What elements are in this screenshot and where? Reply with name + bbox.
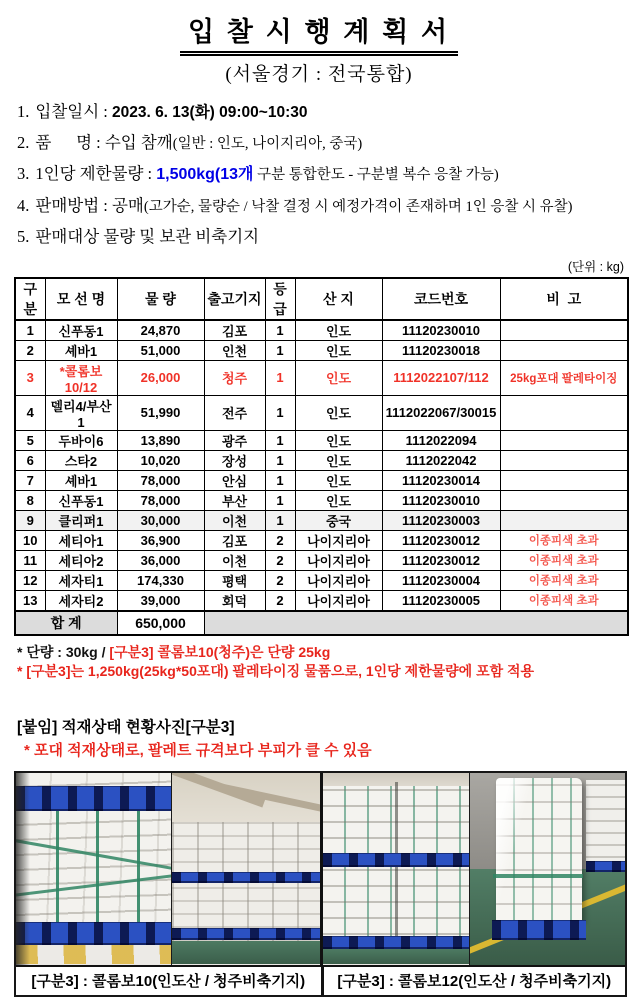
item-bid-datetime: [17, 102, 627, 122]
cell-no: 5: [15, 430, 45, 450]
cell-depot: 안심: [204, 470, 265, 490]
cell-vessel: 세티아2: [45, 550, 117, 570]
cell-depot: 부산: [204, 490, 265, 510]
warehouse-floor: [172, 941, 321, 964]
cell-no: 7: [15, 470, 45, 490]
table-row: [15, 590, 628, 611]
bid-datetime-value: 2023. 6. 13(화) 09:00~10:30: [111, 104, 308, 121]
cell-remark: 이종피색 초과: [500, 530, 628, 550]
cell-no: 8: [15, 490, 45, 510]
cell-qty: 39,000: [117, 590, 204, 611]
pallet-top: [16, 786, 171, 811]
pallet-row-lower: [323, 936, 469, 949]
cell-depot: 김포: [204, 530, 265, 550]
header-vessel: 모 선 명: [45, 278, 117, 320]
cell-remark: [500, 340, 628, 360]
cell-vessel: 셰바1: [45, 470, 117, 490]
bag-row-top: [16, 773, 171, 786]
cell-origin: 나이지리아: [295, 590, 382, 611]
item-label: 판매대상 물량 및 보관 비축기지: [35, 227, 260, 246]
cell-qty: 36,900: [117, 530, 204, 550]
header-depot: 출고기지: [204, 278, 265, 320]
item-sale-target: [17, 227, 627, 246]
cell-qty: 26,000: [117, 360, 204, 395]
photo-block: [14, 771, 627, 997]
footnotes: [17, 643, 627, 681]
cell-vessel: 두바이6: [45, 430, 117, 450]
strap: [56, 811, 59, 922]
cell-grade: 1: [265, 470, 295, 490]
warehouse-floor: [16, 945, 171, 964]
cell-code: 11120230010: [382, 320, 500, 341]
item-sale-method: [17, 196, 627, 217]
cell-origin: 인도: [295, 430, 382, 450]
cell-depot: 회덕: [204, 590, 265, 611]
background-bag-stack: [586, 780, 625, 868]
cell-depot: 이천: [204, 510, 265, 530]
footnote-unit-weight: [17, 643, 627, 662]
pallet-row-lower: [172, 928, 321, 940]
cell-vessel: 클리퍼1: [45, 510, 117, 530]
item-label: 판매방법 :: [35, 195, 112, 215]
cell-grade: 2: [265, 590, 295, 611]
cell-vessel: 세티아1: [45, 530, 117, 550]
photo-caption-row: [16, 965, 625, 995]
total-value: 650,000: [117, 611, 204, 635]
strap-diagonal: [16, 872, 171, 899]
item-label: 입찰일시 :: [35, 102, 112, 121]
cell-origin: 인도: [295, 490, 382, 510]
cell-vessel: 델리4/부산1: [45, 395, 117, 430]
cell-depot: 이천: [204, 550, 265, 570]
cell-remark: [500, 450, 628, 470]
product-name-detail: (일반 : 인도, 나이지리아, 중국): [172, 135, 363, 152]
table-row: [15, 530, 628, 550]
cell-vessel: 세자티2: [45, 590, 117, 611]
cell-qty: 13,890: [117, 430, 204, 450]
cargo-table: [14, 277, 629, 636]
pallet-bottom: [492, 920, 586, 939]
cell-grade: 1: [265, 510, 295, 530]
pallet-row-upper: [172, 872, 321, 883]
cell-grade: 1: [265, 395, 295, 430]
table-row: [15, 570, 628, 590]
photo-caption-colombo12: [구분3] : 콜롬보12(인도산 / 청주비축기지): [321, 967, 626, 995]
cell-grade: 1: [265, 450, 295, 470]
cell-origin: 나이지리아: [295, 570, 382, 590]
strap: [96, 811, 99, 922]
cell-qty: 36,000: [117, 550, 204, 570]
ceiling-beam: [217, 783, 321, 815]
cell-vessel: *콜롬보10/12: [45, 360, 117, 395]
footnote-red-part: [구분3] 콜롬보10(청주)은 단량 25kg: [109, 643, 331, 660]
pallet-bottom: [16, 922, 171, 945]
table-row: [15, 320, 628, 341]
warehouse-floor: [323, 949, 469, 964]
photo-double-stacks: [320, 773, 469, 965]
cell-depot: 김포: [204, 320, 265, 341]
header-qty: 물 량: [117, 278, 204, 320]
table-row: [15, 360, 628, 395]
photo-warehouse-rows: [171, 773, 321, 965]
table-row: [15, 340, 628, 360]
table-total-row: [15, 611, 628, 635]
footnote-red-part: * [구분3]는 1,250kg(25kg*50포대) 팔레타이징 물품으로, 1인당 제한물량에 포함 적용: [17, 662, 535, 679]
cell-code: 1112022094: [382, 430, 500, 450]
cell-depot: 광주: [204, 430, 265, 450]
attachment-section: [17, 715, 627, 760]
cell-qty: 78,000: [117, 470, 204, 490]
cell-code: 1112022042: [382, 450, 500, 470]
total-empty-cell: [204, 611, 628, 635]
cell-depot: 평택: [204, 570, 265, 590]
cell-code: 11120230012: [382, 530, 500, 550]
cell-remark: [500, 430, 628, 450]
cell-origin: 인도: [295, 360, 382, 395]
limit-quantity-detail: 구분 통합한도 - 구분별 복수 응찰 가능): [253, 167, 499, 183]
pallet-row-upper: [323, 853, 469, 866]
header-no: 구분: [15, 278, 45, 320]
cell-qty: 51,000: [117, 340, 204, 360]
cell-origin: 나이지리아: [295, 530, 382, 550]
cell-code: 11120230018: [382, 340, 500, 360]
cell-no: 13: [15, 590, 45, 611]
photo-pallet-closeup: [16, 773, 171, 965]
cell-no: 9: [15, 510, 45, 530]
cell-qty: 24,870: [117, 320, 204, 341]
cell-code: 11120230010: [382, 490, 500, 510]
cell-code: 1112022107/112: [382, 360, 500, 395]
attachment-note: * 포대 적재상태로, 팔레트 규격보다 부피가 클 수 있음: [24, 741, 372, 759]
table-row: [15, 550, 628, 570]
cell-qty: 78,000: [117, 490, 204, 510]
cell-no: 12: [15, 570, 45, 590]
sale-method-value: 공매: [111, 195, 144, 215]
unit-note: (단위 : kg): [567, 259, 624, 274]
table-header-row: [15, 278, 628, 320]
table-row: [15, 490, 628, 510]
cell-depot: 청주: [204, 360, 265, 395]
cell-vessel: 셰바1: [45, 340, 117, 360]
item-number: 3.: [17, 164, 30, 183]
cell-grade: 1: [265, 320, 295, 341]
warehouse-ceiling: [172, 773, 321, 823]
page-subtitle: (서울경기 : 전국통합): [225, 64, 413, 85]
cargo-table-body: [15, 320, 628, 611]
cell-no: 2: [15, 340, 45, 360]
background-pallet: [586, 861, 625, 873]
item-label: 1인당 제한물량 :: [35, 164, 157, 183]
header-origin: 산 지: [295, 278, 382, 320]
cell-qty: 51,990: [117, 395, 204, 430]
cell-code: 11120230005: [382, 590, 500, 611]
photo-caption-colombo10: [구분3] : 콜롬보10(인도산 / 청주비축기지): [31, 972, 306, 990]
cell-origin: 인도: [295, 340, 382, 360]
wrapped-bag-stack: [496, 778, 581, 920]
item-number: 5.: [17, 227, 30, 246]
cell-depot: 인천: [204, 340, 265, 360]
cell-remark: [500, 470, 628, 490]
limit-quantity-value: 1,500kg(13개: [156, 166, 254, 183]
item-limit-quantity: [17, 164, 627, 185]
cell-vessel: 신푸동1: [45, 320, 117, 341]
header-remark: 비 고: [500, 278, 628, 320]
cell-grade: 1: [265, 490, 295, 510]
cell-remark: [500, 510, 628, 530]
cell-no: 1: [15, 320, 45, 341]
table-row: [15, 510, 628, 530]
strap-horizontal: [493, 874, 583, 878]
cell-code: 11120230004: [382, 570, 500, 590]
item-product-name: [17, 133, 627, 154]
cell-remark: 25kg포대 팔레타이징: [500, 360, 628, 395]
item-label: 품 명 :: [35, 132, 105, 152]
cell-remark: 이종피색 초과: [500, 590, 628, 611]
cell-origin: 인도: [295, 395, 382, 430]
page-title: 입 찰 시 행 계 획 서: [180, 10, 458, 56]
cell-qty: 174,330: [117, 570, 204, 590]
cell-no: 4: [15, 395, 45, 430]
table-row: [15, 430, 628, 450]
header-grade: 등급: [265, 278, 295, 320]
footnote-black-part: * 단량 : 30kg /: [17, 643, 110, 660]
cell-remark: [500, 395, 628, 430]
cell-remark: 이종피색 초과: [500, 570, 628, 590]
cell-grade: 1: [265, 340, 295, 360]
strap: [137, 811, 140, 922]
bag-stack: [16, 811, 171, 922]
footnote-palletizing: [17, 662, 627, 681]
photo-single-tall-pallet: [469, 773, 625, 965]
cell-depot: 전주: [204, 395, 265, 430]
cell-code: 11120230012: [382, 550, 500, 570]
cell-remark: [500, 320, 628, 341]
cell-vessel: 세자티1: [45, 570, 117, 590]
cell-vessel: 신푸동1: [45, 490, 117, 510]
cell-grade: 2: [265, 530, 295, 550]
header-code: 코드번호: [382, 278, 500, 320]
table-row: [15, 470, 628, 490]
cell-code: 11120230003: [382, 510, 500, 530]
table-row: [15, 395, 628, 430]
cell-no: 6: [15, 450, 45, 470]
cell-qty: 30,000: [117, 510, 204, 530]
cell-vessel: 스타2: [45, 450, 117, 470]
attachment-heading: [붙임] 적재상태 현황사진[구분3]: [17, 718, 235, 736]
cell-depot: 장성: [204, 450, 265, 470]
cell-grade: 2: [265, 570, 295, 590]
photo-row: [16, 773, 625, 965]
cell-no: 11: [15, 550, 45, 570]
cell-remark: 이종피색 초과: [500, 550, 628, 570]
shadow-edge: [16, 773, 30, 965]
sale-method-detail: (고가순, 물량순 / 낙찰 결정 시 예정가격이 존재하며 1인 응찰 시 유찰): [143, 198, 573, 215]
cell-grade: 2: [265, 550, 295, 570]
cell-origin: 인도: [295, 450, 382, 470]
strap-diagonal: [16, 836, 171, 873]
cell-code: 1112022067/30015: [382, 395, 500, 430]
cell-code: 11120230014: [382, 470, 500, 490]
table-row: [15, 450, 628, 470]
item-number: 1.: [17, 102, 30, 121]
numbered-items: [17, 102, 627, 246]
cell-origin: 인도: [295, 320, 382, 341]
cell-origin: 중국: [295, 510, 382, 530]
cell-grade: 1: [265, 360, 295, 395]
cell-no: 3: [15, 360, 45, 395]
cell-remark: [500, 490, 628, 510]
product-name-value: 수입 참깨: [104, 132, 173, 152]
cell-origin: 인도: [295, 470, 382, 490]
item-number: 2.: [17, 132, 30, 152]
total-label: 합 계: [15, 611, 117, 635]
cell-origin: 나이지리아: [295, 550, 382, 570]
item-number: 4.: [17, 195, 30, 215]
cell-no: 10: [15, 530, 45, 550]
cell-grade: 1: [265, 430, 295, 450]
cell-qty: 10,020: [117, 450, 204, 470]
